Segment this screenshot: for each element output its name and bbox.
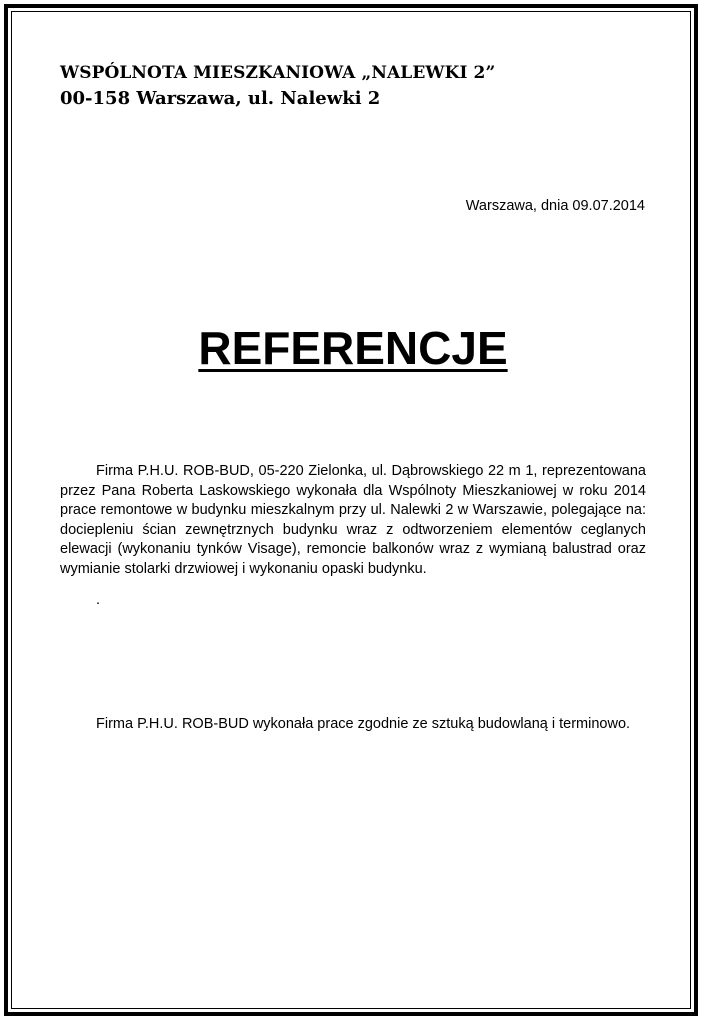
letterhead-address: 00-158 Warszawa, ul. Nalewki 2 [60,88,381,109]
reference-paragraph-2: Firma P.H.U. ROB-BUD wykonała prace zgodnie ze sztuką budowlaną i terminowo. [96,716,631,732]
document-title-text: REFERENCJE [198,322,508,374]
reference-paragraph-1: Firma P.H.U. ROB-BUD, 05-220 Zielonka, ul. Dąbrowskiego 22 m 1, reprezentowana przez Pana Roberta Laskowskiego wykonała dla Wspólnoty Mieszkaniowej w roku 2014 prace remontowe w budynku mieszkalnym przy ul. Nalewki 2 w Warszawie, polegające na: dociepleniu ścian zewnętrznych budynku wraz z odtworzeniem elementów ceglanych elewacji (wykonaniu tynków Visage), remoncie balkonów wraz z wymianą balustrad oraz wymianie stolarki drzwiowej i wykonaniu opaski budynku. [60,463,646,577]
letterhead [60,60,495,112]
stray-dot: . [96,592,101,608]
letterhead-name: WSPÓLNOTA MIESZKANIOWA „NALEWKI 2” [60,63,496,83]
document-title [0,320,706,376]
document-date: Warszawa, dnia 09.07.2014 [465,198,645,214]
